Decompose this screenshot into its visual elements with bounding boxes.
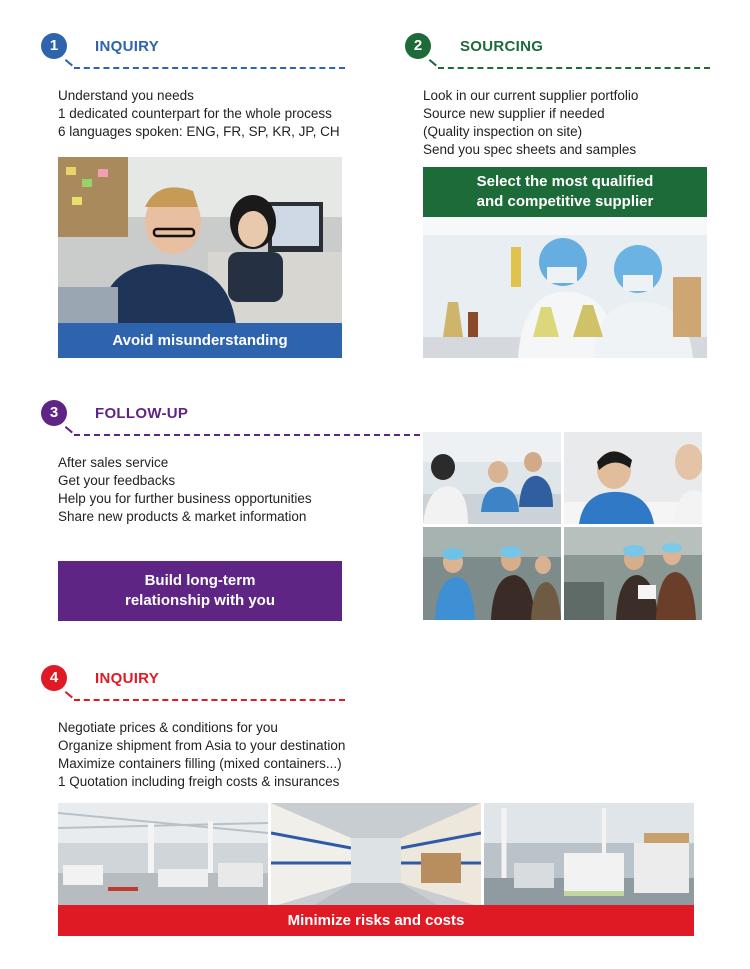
laboratory-photo <box>423 217 707 358</box>
inspection-desk-photo <box>564 432 702 524</box>
dashed-divider <box>74 699 345 701</box>
production-line-photo <box>564 527 702 620</box>
step-title: SOURCING <box>460 38 544 55</box>
banner-line: and competitive supplier <box>476 193 654 210</box>
step-description-list <box>58 719 345 791</box>
step-description-list <box>58 87 340 141</box>
step-title: INQUIRY <box>95 670 160 687</box>
list-item: Negotiate prices & conditions for you <box>58 720 278 735</box>
list-item: Understand you needs <box>58 88 194 103</box>
list-item: Source new supplier if needed <box>423 106 605 121</box>
step-number-badge: 2 <box>405 33 431 59</box>
list-item: Send you spec sheets and samples <box>423 142 637 157</box>
banner-line: Select the most qualified <box>476 173 654 190</box>
list-item: 1 Quotation including freigh costs & insurances <box>58 774 340 789</box>
warehouse-racks-photo <box>271 803 481 907</box>
factory-visit-photo <box>423 527 561 620</box>
dashed-connector <box>65 59 73 66</box>
list-item: Help you for further business opportunities <box>58 491 312 506</box>
banner-line: relationship with you <box>124 592 275 609</box>
step-banner: Avoid misunderstanding <box>58 323 342 358</box>
list-item: Get your feedbacks <box>58 473 176 488</box>
list-item: After sales service <box>58 455 169 470</box>
dashed-connector <box>429 59 437 66</box>
list-item: 6 languages spoken: ENG, FR, SP, KR, JP, CH <box>58 124 340 139</box>
dashed-connector <box>65 426 73 433</box>
step-number-badge: 4 <box>41 665 67 691</box>
step-title: FOLLOW-UP <box>95 405 189 422</box>
step-number-badge: 3 <box>41 400 67 426</box>
step-title: INQUIRY <box>95 38 160 55</box>
meeting-photo <box>423 432 561 524</box>
dashed-connector <box>65 691 73 698</box>
step-description-list <box>58 454 312 526</box>
dashed-divider <box>74 434 420 436</box>
banner-line: Build long-term <box>144 572 256 589</box>
list-item: 1 dedicated counterpart for the whole process <box>58 106 332 121</box>
list-item: Share new products & market information <box>58 509 307 524</box>
step-number-badge: 1 <box>41 33 67 59</box>
warehouse-photo <box>58 803 268 907</box>
dashed-divider <box>74 67 345 69</box>
dashed-divider <box>438 67 710 69</box>
step-banner: Minimize risks and costs <box>58 905 694 936</box>
list-item: Organize shipment from Asia to your destination <box>58 738 346 753</box>
step-banner <box>423 167 707 217</box>
office-phone-photo <box>58 157 342 324</box>
list-item: (Quality inspection on site) <box>423 124 583 139</box>
warehouse-pallets-photo <box>484 803 694 907</box>
step-description-list <box>423 87 638 159</box>
list-item: Maximize containers filling (mixed containers...) <box>58 756 342 771</box>
step-banner <box>58 561 342 621</box>
list-item: Look in our current supplier portfolio <box>423 88 639 103</box>
